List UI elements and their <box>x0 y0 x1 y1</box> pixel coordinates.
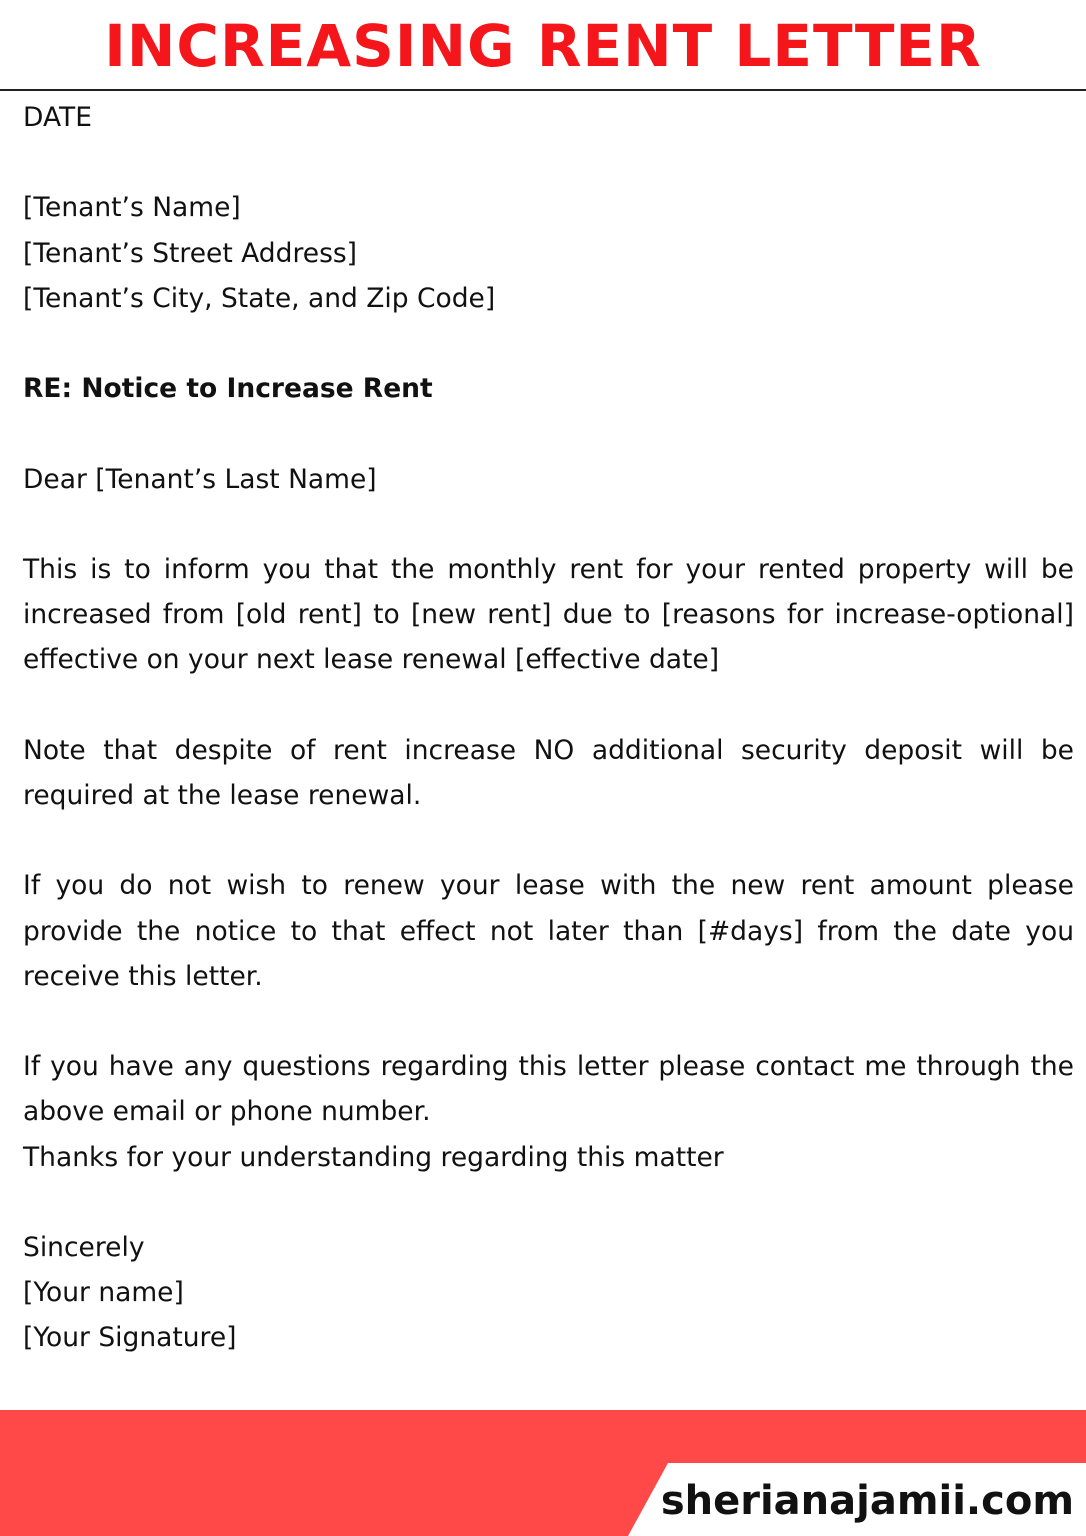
spacer <box>23 1180 1074 1225</box>
paragraph-renewal-notice: If you do not wish to renew your lease with the new rent amount please provide the notice to that effect not later than [#days] from the date you receive this letter. <box>23 870 1074 992</box>
spacer <box>23 818 1074 863</box>
spacer <box>23 411 1074 456</box>
tenant-name: [Tenant’s Name] <box>23 192 241 224</box>
letter-body <box>23 95 1074 1361</box>
paragraph-contact: If you have any questions regarding this letter please contact me through the above email or phone number. <box>23 1051 1074 1128</box>
letter-closing: Sincerely <box>23 1231 145 1263</box>
title-divider <box>0 89 1086 91</box>
letter-subject: RE: Notice to Increase Rent <box>23 373 433 405</box>
paragraph-rent-increase: This is to inform you that the monthly rent for your rented property will be increased from [old rent] to [new rent] due to [reasons for increase-optional] effective on your next lease renewal [effective date] <box>23 553 1074 676</box>
spacer <box>23 321 1074 366</box>
letter-thanks: Thanks for your understanding regarding this matter <box>23 1141 724 1173</box>
sender-name: [Your name] <box>23 1277 184 1309</box>
letter-date: DATE <box>23 102 92 133</box>
sender-signature: [Your Signature] <box>23 1322 237 1354</box>
spacer <box>23 683 1074 728</box>
spacer <box>23 140 1074 185</box>
spacer <box>23 502 1074 547</box>
tenant-city-state-zip: [Tenant’s City, State, and Zip Code] <box>23 282 496 314</box>
paragraph-security-deposit: Note that despite of rent increase NO additional security deposit will be required at the lease renewal. <box>23 734 1074 811</box>
page-title: INCREASING RENT LETTER <box>104 12 982 80</box>
website-url: sherianajamii.com <box>660 1478 1074 1524</box>
tenant-street-address: [Tenant’s Street Address] <box>23 237 358 269</box>
letter-salutation: Dear [Tenant’s Last Name] <box>23 463 377 495</box>
spacer <box>23 999 1074 1044</box>
